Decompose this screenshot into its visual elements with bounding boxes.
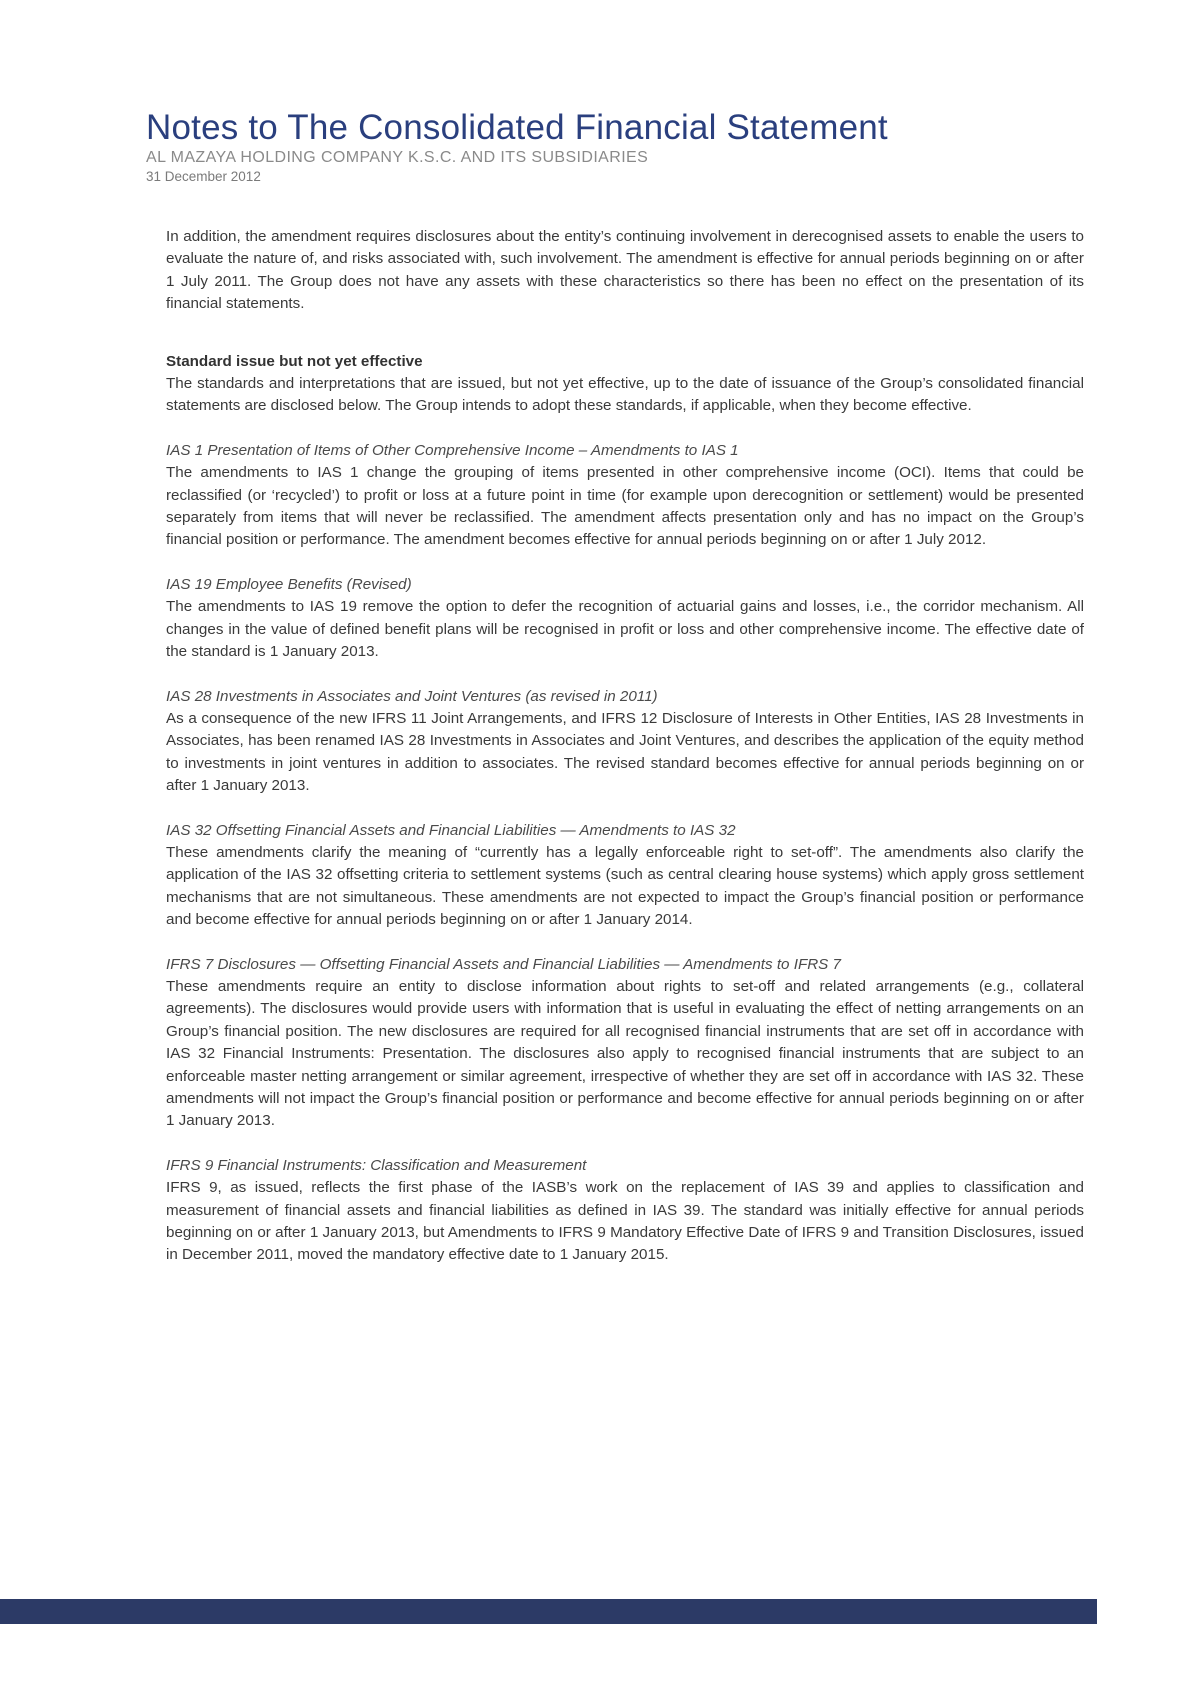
page-title: Notes to The Consolidated Financial Statement [146, 108, 888, 147]
standard-paragraph: These amendments clarify the meaning of “currently has a legally enforceable right to set-off”. The amendments also clarify the application of the IAS 32 offsetting criteria to settlement systems (such as central clearing house systems) which apply gross settlement mechanisms that are not simultaneous. These amendments are not expected to impact the Group’s financial position or performance and become effective for annual periods beginning on or after 1 January 2014. [166, 843, 1084, 929]
notes-content [166, 226, 1084, 1289]
intro-block [166, 226, 1084, 316]
standard-item-ias1 [166, 440, 1084, 552]
standard-heading: IAS 28 Investments in Associates and Joint Ventures (as revised in 2011) [166, 687, 658, 705]
standard-paragraph: IFRS 9, as issued, reflects the first phase of the IASB’s work on the replacement of IAS 39 and applies to classification and measurement of financial assets and financial liabilities as defined in IAS 39. The standard was initially effective for annual periods beginning on or after 1 January 2013, but Amendments to IFRS 9 Mandatory Effective Date of IFRS 9 and Transition Disclosures, issued in December 2011, moved the mandatory effective date to 1 January 2015. [166, 1179, 1084, 1264]
section-paragraph: The standards and interpretations that are issued, but not yet effective, up to the date of issuance of the Group’s consolidated financial statements are disclosed below. The Group intends to adopt these standards, if applicable, when they become effective. [166, 375, 1084, 415]
standard-item-ifrs9 [166, 1155, 1084, 1267]
standard-heading: IFRS 7 Disclosures — Offsetting Financial Assets and Financial Liabilities — Amendments to IFRS 7 [166, 955, 841, 973]
company-name: AL MAZAYA HOLDING COMPANY K.S.C. AND ITS SUBSIDIARIES [146, 149, 649, 167]
standard-item-ifrs7 [166, 954, 1084, 1133]
standard-paragraph: As a consequence of the new IFRS 11 Joint Arrangements, and IFRS 12 Disclosure of Interests in Other Entities, IAS 28 Investments in Associates, has been renamed IAS 28 Investments in Associates and Joint Ventures, and describes the application of the equity method to investments in joint ventures in addition to associates. The revised standard becomes effective for annual periods beginning on or after 1 January 2013. [166, 709, 1084, 795]
standard-paragraph: These amendments require an entity to disclose information about rights to set-off and related arrangements (e.g., collateral agreements). The disclosures would provide users with information that is useful in evaluating the effect of netting arrangements on an Group’s financial position. The new disclosures are required for all recognised financial instruments that are set off in accordance with IAS 32 Financial Instruments: Presentation. The disclosures also apply to recognised financial instruments that are subject to an enforceable master netting arrangement or similar agreement, irrespective of whether they are set off in accordance with IAS 32. These amendments will not impact the Group’s financial position or performance and become effective for annual periods beginning on or after 1 January 2013. [166, 977, 1084, 1130]
intro-paragraph: In addition, the amendment requires disclosures about the entity’s continuing involvement in derecognised assets to enable the users to evaluate the nature of, and risks associated with, such involvement. The amendment is effective for annual periods beginning on or after 1 July 2011. The Group does not have any assets with these characteristics so there has been no effect on the presentation of its financial statements. [166, 228, 1084, 313]
standard-paragraph: The amendments to IAS 19 remove the option to defer the recognition of actuarial gains and losses, i.e., the corridor mechanism. All changes in the value of defined benefit plans will be recognised in profit or loss and other comprehensive income. The effective date of the standard is 1 January 2013. [166, 598, 1084, 661]
section-heading: Standard issue but not yet effective [166, 352, 423, 370]
standard-heading: IAS 19 Employee Benefits (Revised) [166, 575, 412, 593]
standard-heading: IAS 32 Offsetting Financial Assets and Financial Liabilities — Amendments to IAS 32 [166, 821, 736, 839]
standard-heading: IAS 1 Presentation of Items of Other Comprehensive Income – Amendments to IAS 1 [166, 441, 739, 459]
standards-block [166, 351, 1084, 418]
footer-bar [0, 1599, 1097, 1624]
standard-item-ias28 [166, 686, 1084, 798]
standard-item-ias19 [166, 574, 1084, 664]
page-header [146, 108, 1106, 186]
statement-date: 31 December 2012 [146, 169, 261, 185]
standard-item-ias32 [166, 820, 1084, 932]
standard-heading: IFRS 9 Financial Instruments: Classification and Measurement [166, 1156, 587, 1174]
standard-paragraph: The amendments to IAS 1 change the grouping of items presented in other comprehensive income (OCI). Items that could be reclassified (or ‘recycled’) to profit or loss at a future point in time (for example upon derecognition or settlement) would be presented separately from items that will never be reclassified. The amendment affects presentation only and has no impact on the Group’s financial position or performance. The amendment becomes effective for annual periods beginning on or after 1 July 2012. [166, 464, 1084, 549]
